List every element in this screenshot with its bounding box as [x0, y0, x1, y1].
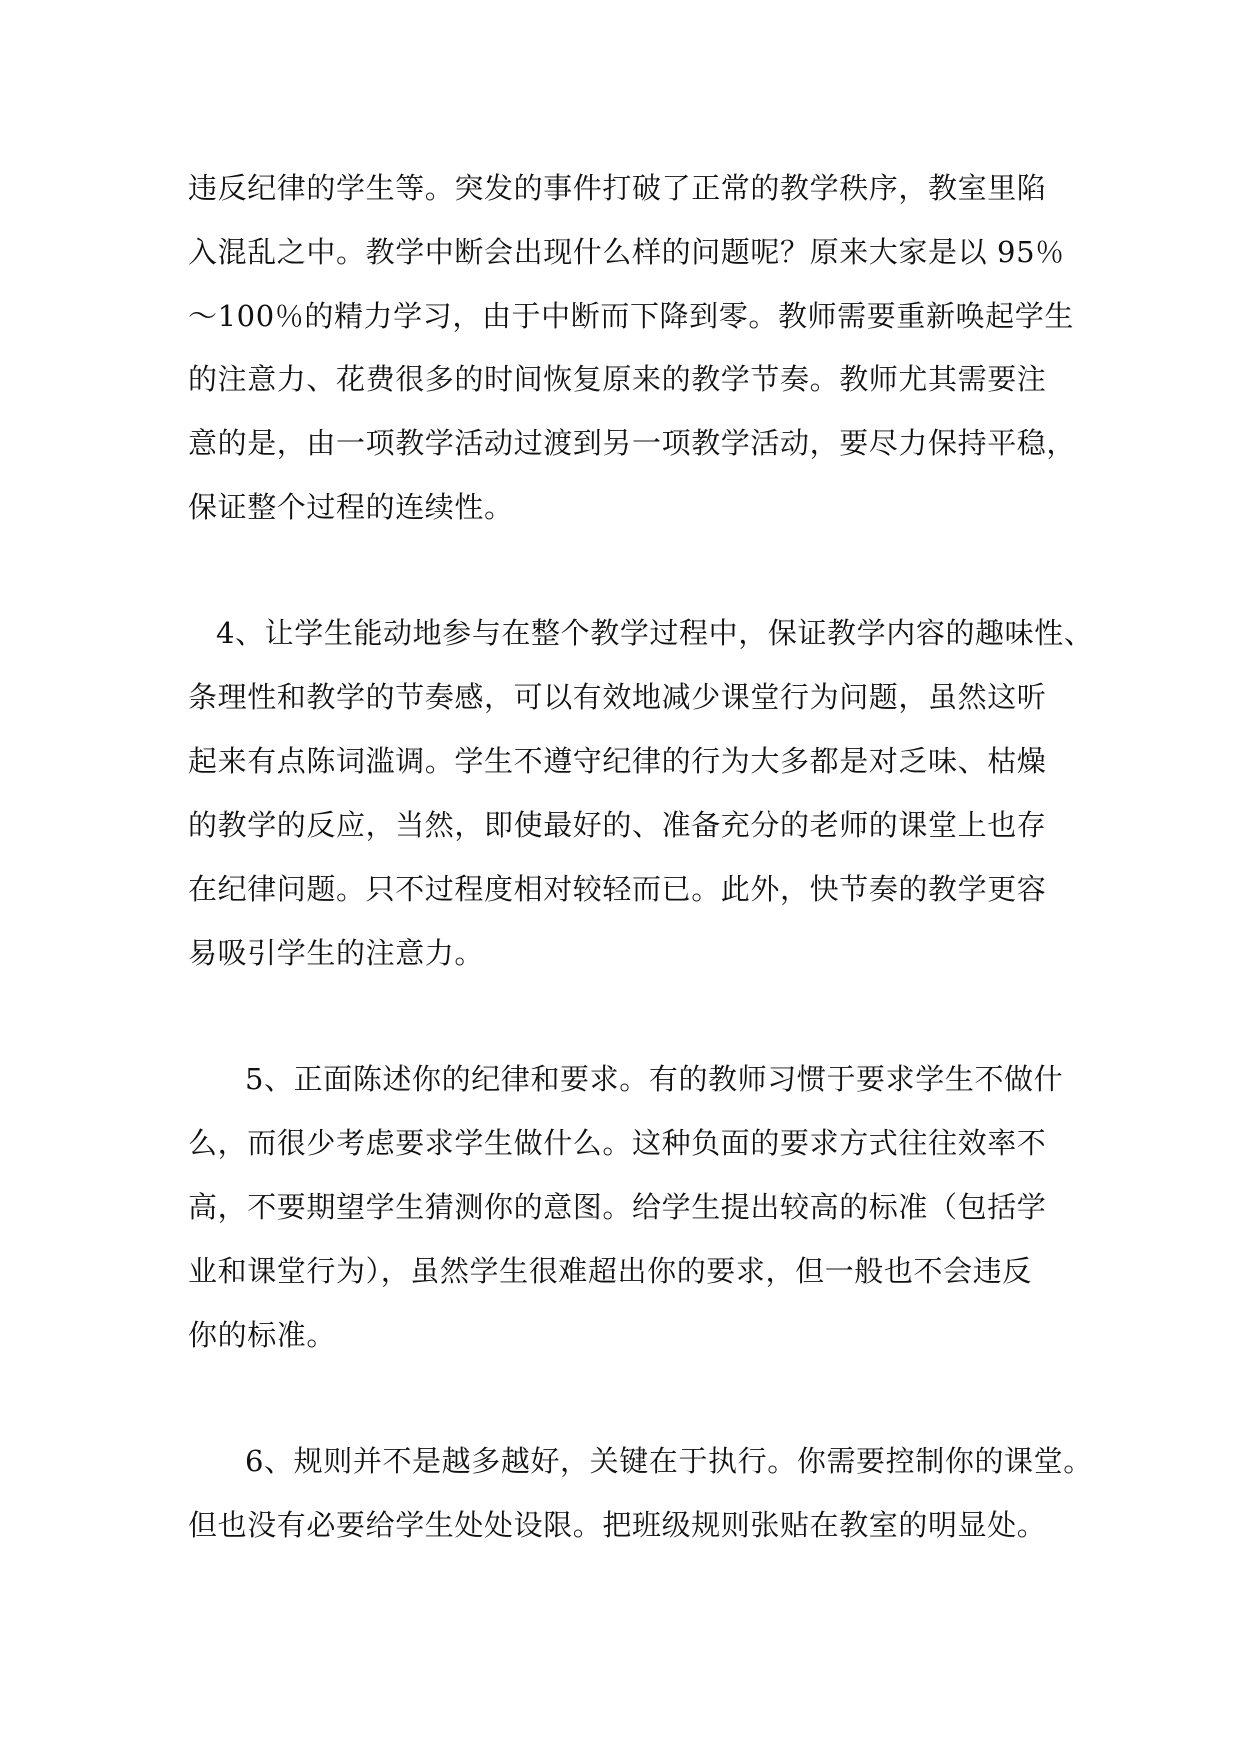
- paragraph-line: 4、让学生能动地参与在整个教学过程中，保证教学内容的趣味性、: [216, 616, 1094, 650]
- paragraph-line: 起来有点陈词滥调。学生不遵守纪律的行为大多都是对乏味、枯燥: [188, 744, 1047, 778]
- paragraph-line: 5、正面陈述你的纪律和要求。有的教师习惯于要求学生不做什: [245, 1062, 1064, 1096]
- paragraph-line: 业和课堂行为），虽然学生很难超出你的要求，但一般也不会违反: [188, 1254, 1032, 1288]
- paragraph-line: 易吸引学生的注意力。: [188, 936, 485, 970]
- paragraph-line: 高，不要期望学生猜测你的意图。给学生提出较高的标准（包括学: [188, 1190, 1047, 1224]
- paragraph-line: 的教学的反应，当然，即使最好的、准备充分的老师的课堂上也存: [188, 808, 1047, 842]
- paragraph-line: 条理性和教学的节奏感，可以有效地减少课堂行为问题，虽然这听: [188, 680, 1047, 714]
- paragraph-line: 在纪律问题。只不过程度相对较轻而已。此外，快节奏的教学更容: [188, 872, 1047, 906]
- paragraph-line: 入混乱之中。教学中断会出现什么样的问题呢？原来大家是以 95％: [188, 235, 1065, 269]
- paragraph-line: 6、规则并不是越多越好，关键在于执行。你需要控制你的课堂。: [245, 1444, 1093, 1478]
- paragraph-line: 保证整个过程的连续性。: [188, 490, 514, 524]
- paragraph-line: 你的标准。: [188, 1318, 337, 1352]
- paragraph-line: 的注意力、花费很多的时间恢复原来的教学节奏。教师尤其需要注: [188, 362, 1047, 396]
- paragraph-line: ～100％的精力学习，由于中断而下降到零。教师需要重新唤起学生: [188, 299, 1074, 333]
- paragraph-line: 意的是，由一项教学活动过渡到另一项教学活动，要尽力保持平稳，: [188, 426, 1077, 460]
- paragraph-line: 么，而很少考虑要求学生做什么。这种负面的要求方式往往效率不: [188, 1126, 1047, 1160]
- paragraph-line: 违反纪律的学生等。突发的事件打破了正常的教学秩序，教室里陷: [188, 171, 1047, 205]
- paragraph-line: 但也没有必要给学生处处设限。把班级规则张贴在教室的明显处。: [188, 1508, 1047, 1542]
